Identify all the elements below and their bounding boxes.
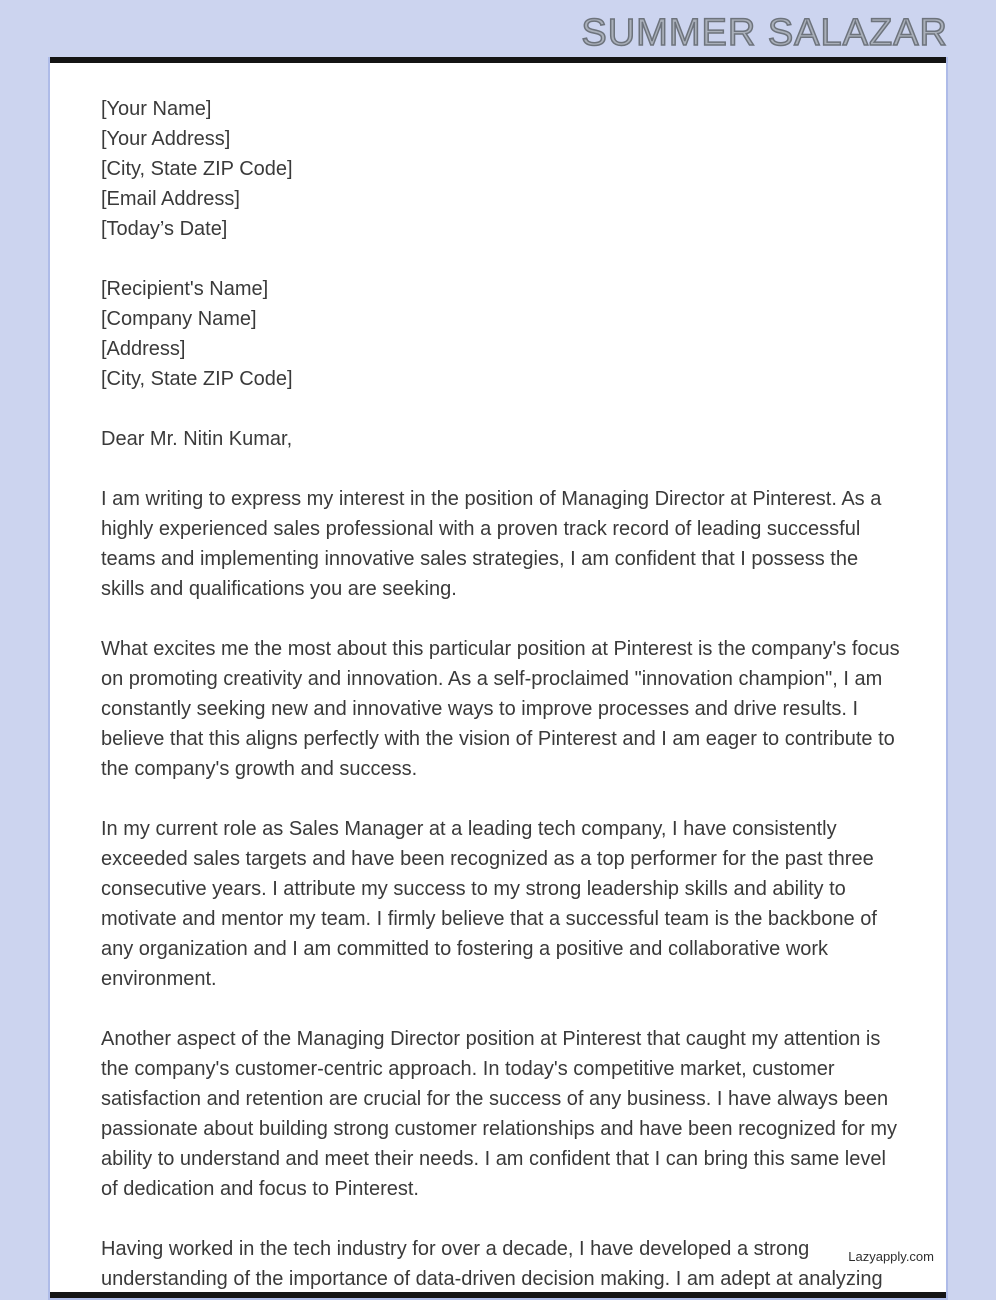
recipient-address-line: [Address]	[101, 338, 186, 360]
watermark-text: Lazyapply.com	[848, 1249, 934, 1264]
top-divider	[50, 57, 946, 63]
paragraph-innovation: What excites me the most about this particular position at Pinterest is the company's focus on promoting creativity and innovation. As a self-proclaimed "innovation champion", I am constantly seeking new and innovative ways to improve processes and drive results. I believe that this aligns perfectly with the vision of Pinterest and I am eager to contribute to the company's growth and success.	[101, 638, 900, 780]
bottom-divider	[50, 1292, 946, 1298]
sender-date-line: [Today’s Date]	[101, 218, 228, 240]
paragraph-intro: I am writing to express my interest in the position of Managing Director at Pinterest. As a highly experienced sales professional with a proven track record of leading successful teams and implementing innovative sales strategies, I am confident that I possess the skills and qualifications you are seeking.	[101, 488, 882, 600]
recipient-city-line: [City, State ZIP Code]	[101, 368, 293, 390]
sender-address-line: [Your Address]	[101, 128, 231, 150]
recipient-company-line: [Company Name]	[101, 308, 257, 330]
letterhead-name: SUMMER SALAZAR	[581, 12, 948, 54]
paragraph-current-role: In my current role as Sales Manager at a leading tech company, I have consistently exceeded sales targets and have been recognized as a top performer for the past three consecutive years. I attribute my success to my strong leadership skills and ability to motivate and mentor my team. I firmly believe that a successful team is the backbone of any organization and I am committed to fostering a positive and collaborative work environment.	[101, 818, 877, 990]
sender-address-block	[101, 94, 901, 244]
paragraph-customer-focus: Another aspect of the Managing Director position at Pinterest that caught my attention is the company's customer-centric approach. In today's competitive market, customer satisfaction and retention are crucial for the success of any business. I have always been passionate about building strong customer relationships and have been recognized for my ability to understand and meet their needs. I am confident that I can bring this same level of dedication and focus to Pinterest.	[101, 1028, 898, 1200]
recipient-address-block	[101, 274, 901, 394]
sender-name-line: [Your Name]	[101, 98, 212, 120]
paragraph-data-driven: Having worked in the tech industry for over a decade, I have developed a strong understanding of the importance of data-driven decision making. I am adept at analyzing	[101, 1238, 883, 1290]
sender-email-line: [Email Address]	[101, 188, 240, 210]
recipient-name-line: [Recipient's Name]	[101, 278, 269, 300]
sender-city-line: [City, State ZIP Code]	[101, 158, 293, 180]
salutation: Dear Mr. Nitin Kumar,	[101, 428, 293, 450]
letter-content	[50, 57, 946, 1294]
letter-page	[48, 57, 948, 1300]
